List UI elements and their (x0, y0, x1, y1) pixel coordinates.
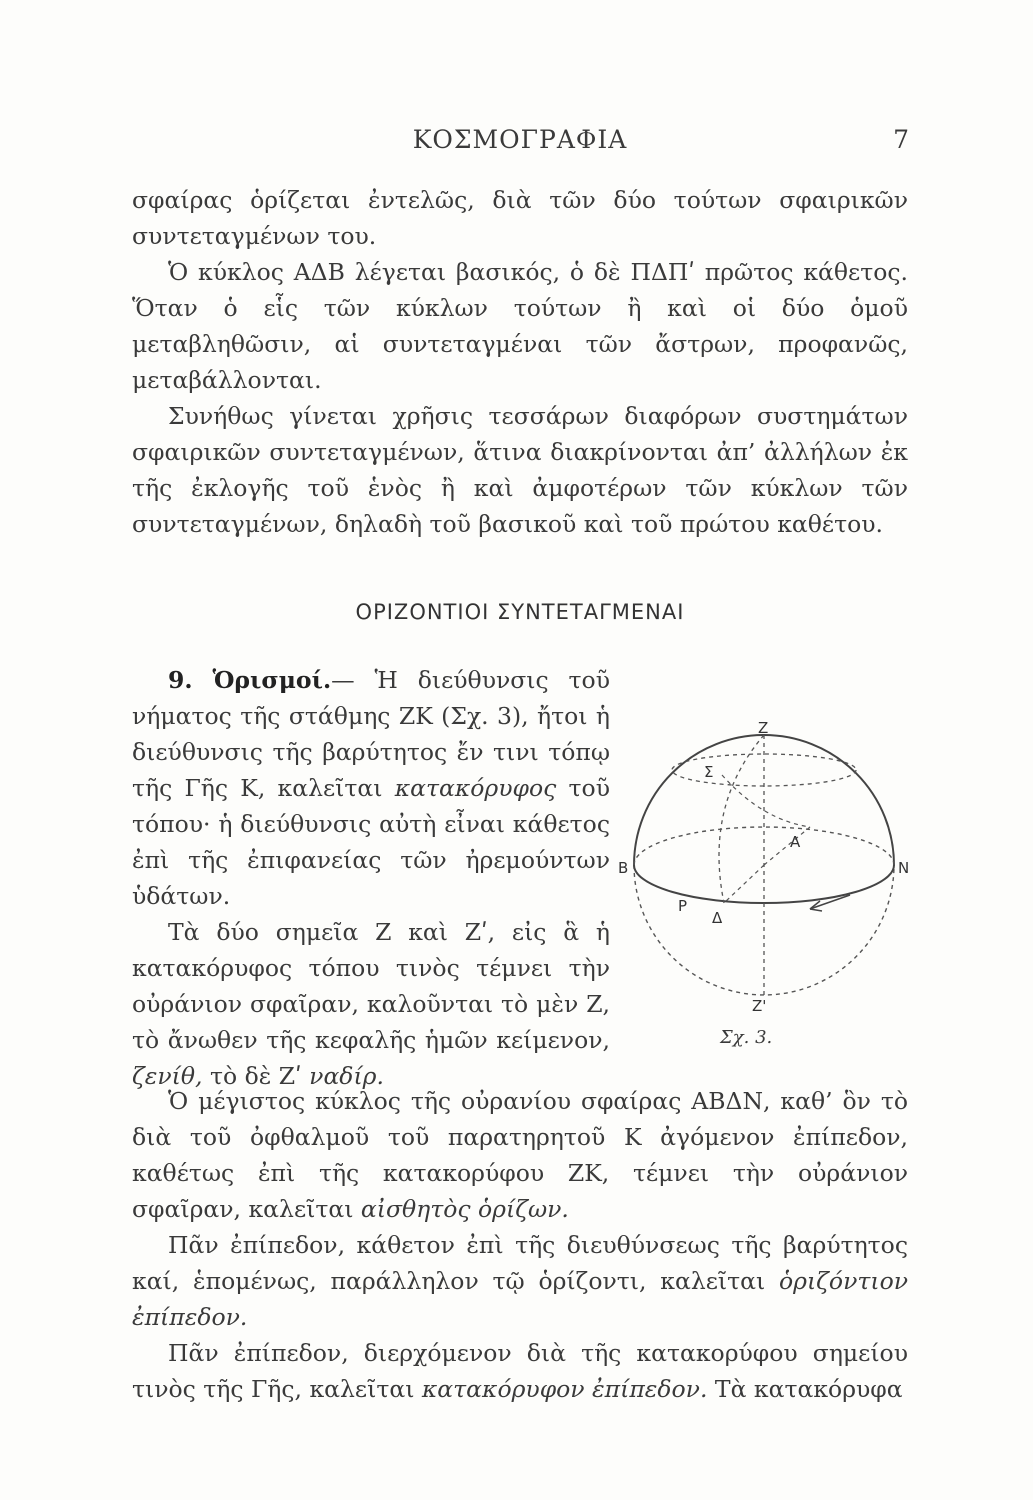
zenith-middle: τὸ δὲ Ζʹ (209, 1062, 302, 1090)
label-a: A (790, 833, 801, 851)
horizon-term: αἰσθητὸς ὁρίζων. (360, 1195, 569, 1223)
vertical-plane-text: Πᾶν ἐπίπεδον, διερχόμενον διὰ τῆς κατακορύφου σημείου τινὸς τῆς Γῆς, καλεῖται (132, 1339, 908, 1403)
top-text-block (132, 182, 908, 542)
vertical-circle (719, 735, 764, 903)
definition-heading: Ὁρισμοί. (212, 666, 332, 694)
figure-celestial-sphere (612, 715, 912, 1085)
definition-text-after: τοῦ τόπου· ἡ διεύθυνσις αὐτὴ εἶναι κάθετος ἐπὶ τῆς ἐπιφανείας τῶν ἠρεμούντων ὑδάτων. (132, 774, 610, 910)
label-p: P (678, 897, 688, 915)
label-delta: Δ (712, 909, 723, 927)
definition-block (132, 662, 610, 1094)
running-header (130, 125, 910, 165)
definition-paragraph (132, 662, 610, 914)
radius-to-star (764, 827, 810, 865)
paragraph-basic-circle: Ὁ κύκλος ΑΔΒ λέγεται βασικός, ὁ δὲ ΠΔΠʹ πρῶτος κάθετος. Ὅταν ὁ εἷς τῶν κύκλων τούτων ἢ καὶ οἱ δύο ὁμοῦ μεταβληθῶσιν, αἱ συντεταγμέναι τῶν ἄστρων, προφανῶς, μεταβάλλονται. (132, 258, 908, 394)
zenith-paragraph (132, 914, 610, 1094)
zenith-text: Τὰ δύο σημεῖα Ζ καὶ Ζʹ, εἰς ἃ ἡ κατακόρυφος τόπου τινὸς τέμνει τὴν οὐράνιον σφαῖραν, καλοῦνται τὸ μὲν Ζ, τὸ ἄνωθεν τῆς κεφαλῆς ἡμῶν κείμενον, (132, 918, 610, 1054)
horizon-text: Ὁ μέγιστος κύκλος τῆς οὐρανίου σφαίρας ΑΒΔΝ, καθ’ ὃν τὸ διὰ τοῦ ὀφθαλμοῦ τοῦ παρατηρητοῦ Κ ἀγόμενον ἐπίπεδον, καθέτως ἐπὶ τῆς κατακορύφου ΖΚ, τέμνει τὴν οὐράνιον σφαῖραν, καλεῖται (132, 1087, 908, 1223)
label-nadir: Z' (752, 997, 767, 1015)
vertical-plane-paragraph (132, 1335, 908, 1407)
definition-text: — Ἡ διεύθυνσις τοῦ νήματος τῆς στάθμης ΖΚ (Σχ. 3), ἤτοι ἡ διεύθυνσις τῆς βαρύτητος ἔν τινι τόπῳ τῆς Γῆς Κ, καλεῖται (132, 666, 610, 802)
page-number: 7 (893, 125, 910, 154)
definition-term: κατακόρυφος (394, 774, 557, 802)
figure-caption: Σχ. 3. (720, 1027, 773, 1048)
label-sigma: Σ (704, 763, 714, 781)
radius-to-horizon (724, 865, 764, 903)
definition-number: 9. (168, 666, 193, 694)
section-heading: ΟΡΙΖΟΝΤΙΟΙ ΣΥΝΤΕΤΑΓΜΕΝΑΙ (355, 600, 685, 624)
vertical-plane-after: Τὰ κατακόρυφα (714, 1375, 903, 1403)
bottom-text-block (132, 1083, 908, 1407)
horizontal-plane-text: Πᾶν ἐπίπεδον, κάθετον ἐπὶ τῆς διευθύνσεως τῆς βαρύτητος καί, ἑπομένως, παράλληλον τῷ ὁρίζοντι, καλεῖται (132, 1231, 908, 1295)
arc-altitude (722, 775, 810, 827)
nadir-term: ναδίρ. (309, 1062, 384, 1090)
paragraph-coordinate-systems: Συνήθως γίνεται χρῆσις τεσσάρων διαφόρων συστημάτων σφαιρικῶν συντεταγμένων, ἅτινα διακρίνονται ἀπ’ ἀλλήλων ἐκ τῆς ἐκλογῆς τοῦ ἑνὸς ἢ καὶ ἀμφοτέρων τῶν κύκλων τῶν συντεταγμένων, δηλαδὴ τοῦ βασικοῦ καὶ τοῦ πρώτου καθέτου. (132, 402, 908, 538)
horizontal-plane-term: ὁριζόντιον ἐπίπεδον. (132, 1267, 908, 1331)
label-b: B (618, 859, 629, 877)
vertical-plane-term: κατακόρυφον ἐπίπεδον. (421, 1375, 708, 1403)
horizontal-plane-paragraph (132, 1227, 908, 1335)
label-n: N (898, 859, 910, 877)
horizon-paragraph (132, 1083, 908, 1227)
page-title: ΚΟΣΜΟΓΡΑΦΙΑ (412, 125, 628, 154)
paragraph-continuation: σφαίρας ὁρίζεται ἐντελῶς, διὰ τῶν δύο τούτων σφαιρικῶν συντεταγμένων του. (132, 186, 908, 250)
label-zenith: Z (758, 719, 769, 737)
zenith-term: ζενίθ, (132, 1062, 203, 1090)
